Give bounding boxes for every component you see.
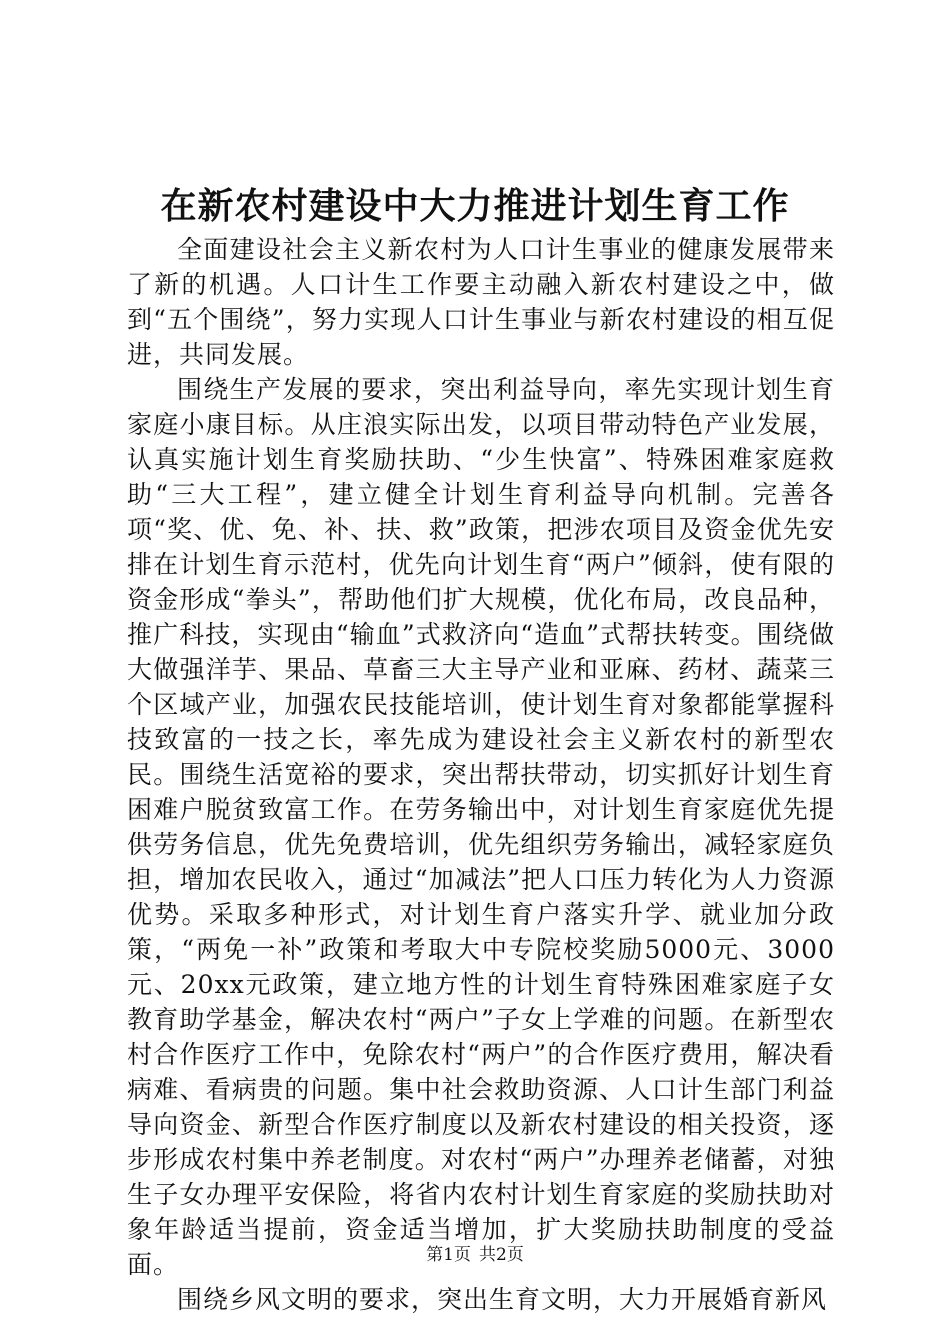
page-total: 共2页 bbox=[479, 1245, 524, 1265]
paragraph-rural-civilization: 围绕乡风文明的要求，突出生育文明，大力开展婚育新风 bbox=[177, 1285, 828, 1314]
paragraph-production-development: 围绕生产发展的要求，突出利益导向，率先实现计划生育家庭小康目标。从庄浪实际出发，以项目带动特色产业发展，认真实施计划生育奖励扶助、“少生快富”、特殊困难家庭救助“三大工程”，建立健全计划生育利益导向机制。完善各项“奖、优、免、补、扶、救”政策，把涉农项目及资金优先安排在计划生育示范村，优先向计划生育“两户”倾斜，使有限的资金形成“拳头”，帮助他们扩大规模，优化布局，改良品种，推广科技，实现由“输血”式救济向“造血”式帮扶转变。围绕做大做强洋芋、果品、草畜三大主导产业和亚麻、药材、蔬菜三个区域产业，加强农民技能培训，使计划生育对象都能掌握科技致富的一技之长，率先成为建设社会主义新农村的新型农民。围绕生活宽裕的要求，突出帮扶带动，切实抓好计划生育困难户脱贫致富工作。在劳务输出中，对计划生育家庭优先提供劳务信息，优先免费培训，优先组织劳务输出，减轻家庭负担，增加农民收入，通过“加减法”把人口压力转化为人力资源优势。采取多种形式，对计划生育户落实升学、就业加分政策，“两免一补”政策和考取大中专院校奖励5000元、3000元、20xx元政策，建立地方性的计划生育特殊困难家庭子女教育助学基金，解决农村“两户”子女上学难的问题。在新型农村合作医疗工作中，免除农村“两户”的合作医疗费用，解决看病难、看病贵的问题。集中社会救助资源、人口计生部门利益导向资金、新型合作医疗制度以及新农村建设的相关投资，逐步形成农村集中养老制度。对农村“两户”办理养老储蓄，对独生子女办理平安保险，将省内农村计划生育家庭的奖励扶助对象年龄适当提前，资金适当增加，扩大奖励扶助制度的受益面。 bbox=[127, 375, 835, 1279]
page-number: 第1页 bbox=[426, 1245, 471, 1265]
document-title: 在新农村建设中大力推进计划生育工作 bbox=[160, 185, 790, 227]
paragraph-intro: 全面建设社会主义新农村为人口计生事业的健康发展带来了新的机遇。人口计生工作要主动融入新农村建设之中，做到“五个围绕”，努力实现人口计生事业与新农村建设的相互促进，共同发展。 bbox=[127, 235, 835, 369]
page-footer bbox=[0, 1244, 950, 1266]
document-body bbox=[127, 232, 835, 1317]
